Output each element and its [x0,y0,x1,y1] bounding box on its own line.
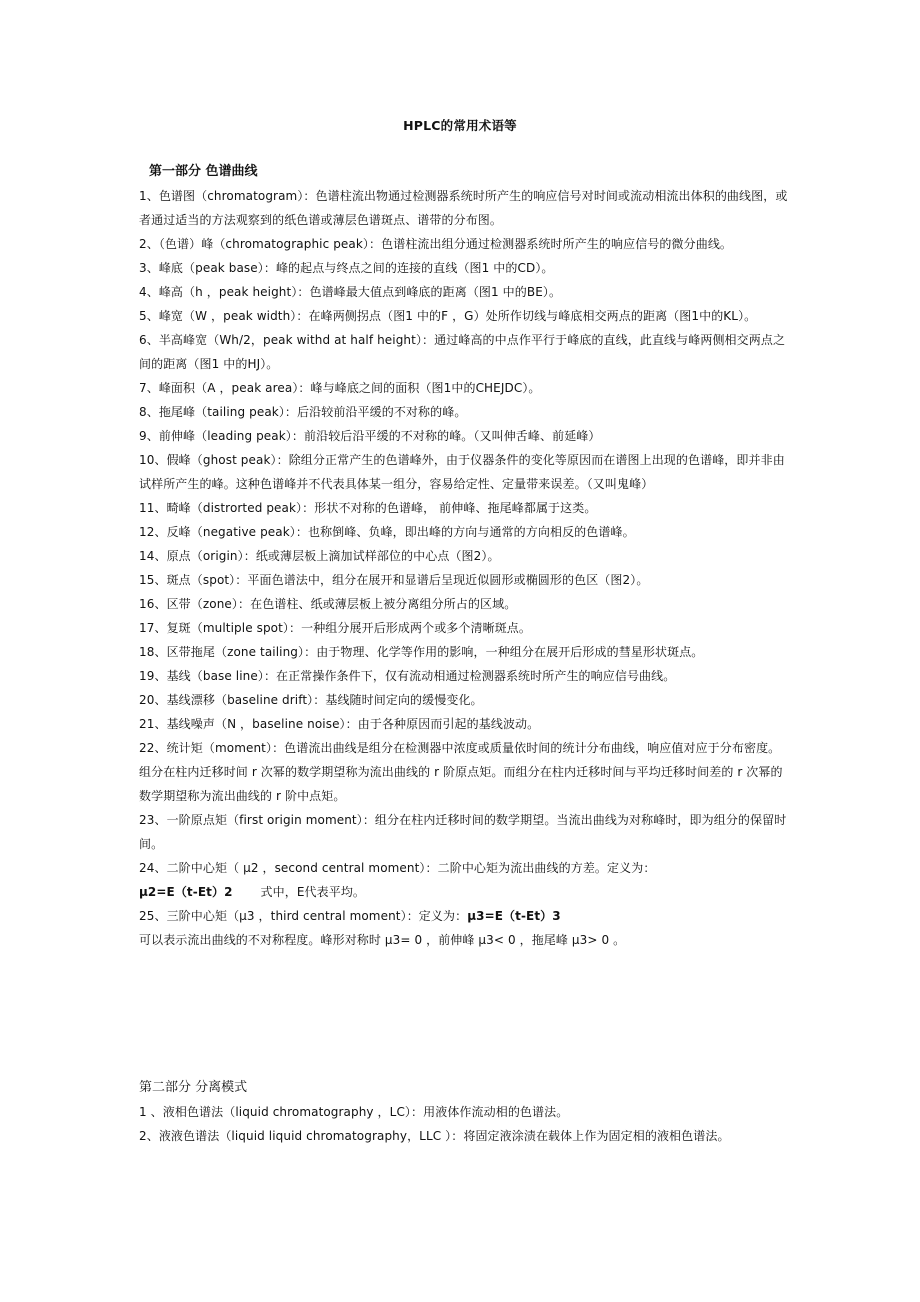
term-entry: 19、基线（base line）：在正常操作条件下，仅有流动相通过检测器系统时所产生的响应信号曲线。 [139,669,676,683]
section-separation-mode [139,1076,789,1148]
term-entry: 9、前伸峰（leading peak）：前沿较后沿平缓的不对称的峰。（又叫伸舌峰、前延峰） [139,429,601,443]
term-entry: 2、（色谱）峰（chromatographic peak）：色谱柱流出组分通过检测器系统时所产生的响应信号的微分曲线。 [139,237,733,251]
formula-mu2: μ2=E（t-Et）2 [139,885,233,899]
term-entry: 6、半高峰宽（Wh/2，peak withd at half height）：通过峰高的中点作平行于峰底的直线，此直线与峰两侧相交两点之间的距离（图1 中的HJ）。 [139,333,786,371]
term-entry-text: 25、三阶中心矩（μ3 ，third central moment）：定义为： [139,909,468,923]
section-heading: 第二部分 分离模式 [139,1080,248,1095]
term-entry: 17、复斑（multiple spot）：一种组分展开后形成两个或多个清晰斑点。 [139,621,532,635]
term-entry: 23、一阶原点矩（first origin moment）：组分在柱内迁移时间的数学期望。当流出曲线为对称峰时，即为组分的保留时间。 [139,813,787,851]
term-entry: 1 、液相色谱法（liquid chromatography ，LC）：用液体作流动相的色谱法。 [139,1105,569,1119]
formula-note: 式中，E代表平均。 [260,885,366,899]
term-entry-25 [139,904,789,928]
term-entry: 24、二阶中心矩（ μ2 ，second central moment）：二阶中心矩为流出曲线的方差。定义为： [139,861,656,875]
term-entry: 7、峰面积（A ，peak area）：峰与峰底之间的面积（图1中的CHEJDC）。 [139,381,541,395]
term-entry: 20、基线漂移（baseline drift）：基线随时间定向的缓慢变化。 [139,693,483,707]
term-entry: 1、色谱图（chromatogram）：色谱柱流出物通过检测器系统时所产生的响应信号对时间或流动相流出体积的曲线图，或者通过适当的方法观察到的纸色谱或薄层色谱斑点、谱带的分布图。 [139,189,788,227]
term-entry: 22、统计矩（moment）：色谱流出曲线是组分在检测器中浓度或质量依时间的统计分布曲线，响应值对应于分布密度。组分在柱内迁移时间 r 次幂的数学期望称为流出曲线的 r 阶原点矩。而组分在柱内迁移时间与平均迁移时间差的 r 次幂的数学期望称为流出曲线的 r 阶中点矩。 [139,741,783,803]
term-entry: 15、斑点（spot）：平面色谱法中，组分在展开和显谱后呈现近似圆形或椭圆形的色区（图2）。 [139,573,649,587]
section-chromatographic-curve [139,160,789,952]
term-entry: 10、假峰（ghost peak）：除组分正常产生的色谱峰外，由于仪器条件的变化等原因而在谱图上出现的色谱峰，即并非由试样所产生的峰。这种色谱峰并不代表具体某一组分，容易给定性、定量带来误差。（又叫鬼峰） [139,453,785,491]
term-entry: 11、畸峰（distrorted peak）：形状不对称的色谱峰， 前伸峰、拖尾峰都属于这类。 [139,501,597,515]
formula-mu3: μ3=E（t-Et）3 [467,909,561,923]
term-entry: 8、拖尾峰（tailing peak）：后沿较前沿平缓的不对称的峰。 [139,405,467,419]
term-entry: 14、原点（origin）：纸或薄层板上滴加试样部位的中心点（图2）。 [139,549,500,563]
section-heading: 第一部分 色谱曲线 [149,164,258,179]
term-entry: 12、反峰（negative peak）：也称倒峰、负峰，即出峰的方向与通常的方向相反的色谱峰。 [139,525,635,539]
term-entry: 16、区带（zone）：在色谱柱、纸或薄层板上被分离组分所占的区域。 [139,597,517,611]
term-entry: 21、基线噪声（N ，baseline noise）：由于各种原因而引起的基线波动。 [139,717,540,731]
term-entry: 5、峰宽（W ，peak width）：在峰两侧拐点（图1 中的F ，G）处所作切线与峰底相交两点的距离（图1中的KL）。 [139,309,757,323]
document-title: HPLC的常用术语等 [403,118,517,133]
term-entry: 4、峰高（h ，peak height）：色谱峰最大值点到峰底的距离（图1 中的BE）。 [139,285,562,299]
term-entry-note: 可以表示流出曲线的不对称程度。峰形对称时 μ3= 0 ，前伸峰 μ3< 0 ，拖尾峰 μ3> 0 。 [139,933,626,947]
formula-line-mu2 [139,880,789,904]
term-entry: 18、区带拖尾（zone tailing）：由于物理、化学等作用的影响，一种组分在展开后形成的彗星形状斑点。 [139,645,704,659]
term-entry: 2、液液色谱法（liquid liquid chromatography，LLC ）：将固定液涂渍在载体上作为固定相的液相色谱法。 [139,1129,730,1143]
term-entry: 3、峰底（peak base）：峰的起点与终点之间的连接的直线（图1 中的CD）。 [139,261,554,275]
